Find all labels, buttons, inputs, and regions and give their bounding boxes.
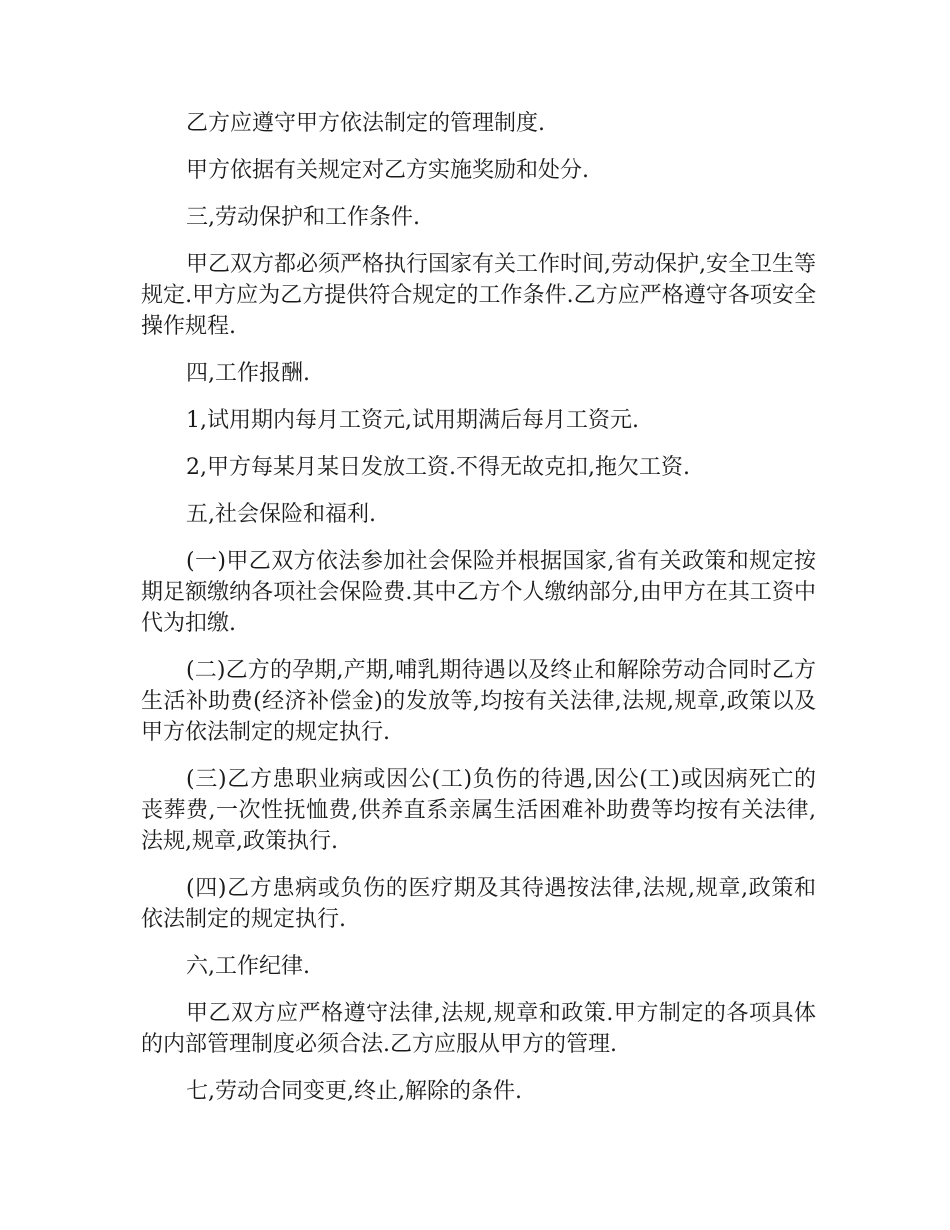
section-heading: 五,社会保险和福利. [186, 502, 376, 527]
paragraph: 甲乙双方应严格遵守法律,法规,规章和政策.甲方制定的各项具体的内部管理制度必须合法.乙方应服从甲方的管理. [141, 1001, 816, 1057]
paragraph: (三)乙方患职业病或因公(工)负伤的待遇,因公(工)或因病死亡的丧葬费,一次性抚恤费,供养直系亲属生活困难补助费等均按有关法律,法规,规章,政策执行. [141, 767, 816, 854]
paragraph: (二)乙方的孕期,产期,哺乳期待遇以及终止和解除劳动合同时乙方生活补助费(经济补偿金)的发放等,均按有关法律,法规,规章,政策以及甲方依法制定的规定执行. [141, 658, 816, 745]
paragraph: (四)乙方患病或负伤的医疗期及其待遇按法律,法规,规章,政策和依法制定的规定执行. [141, 876, 816, 932]
section-heading: 三,劳动保护和工作条件. [186, 205, 420, 230]
section-heading: 六,工作纪律. [186, 954, 310, 979]
section-heading: 四,工作报酬. [186, 361, 310, 386]
paragraph: 1,试用期内每月工资元,试用期满后每月工资元. [186, 408, 639, 433]
paragraph: 甲乙双方都必须严格执行国家有关工作时间,劳动保护,安全卫生等规定.甲方应为乙方提供符合规定的工作条件.乙方应严格遵守各项安全操作规程. [141, 252, 816, 339]
section-heading: 七,劳动合同变更,终止,解除的条件. [186, 1079, 522, 1104]
paragraph: (一)甲乙双方依法参加社会保险并根据国家,省有关政策和规定按期足额缴纳各项社会保险费.其中乙方个人缴纳部分,由甲方在其工资中代为扣缴. [141, 549, 816, 636]
paragraph: 乙方应遵守甲方依法制定的管理制度. [186, 111, 545, 136]
document-page [141, 108, 816, 1123]
paragraph: 2,甲方每某月某日发放工资.不得无故克扣,拖欠工资. [186, 455, 690, 480]
paragraph: 甲方依据有关规定对乙方实施奖励和处分. [186, 158, 589, 183]
